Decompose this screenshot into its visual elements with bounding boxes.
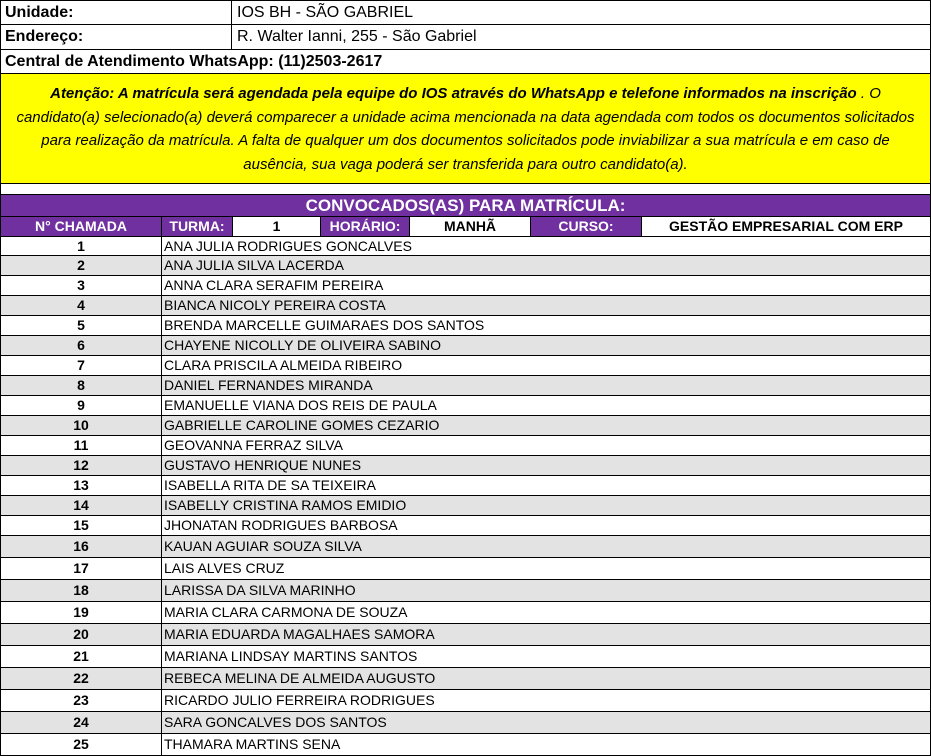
chamada-number: 16 — [1, 536, 162, 557]
student-name: JHONATAN RODRIGUES BARBOSA — [164, 517, 398, 533]
student-name: RICARDO JULIO FERREIRA RODRIGUES — [164, 692, 435, 708]
student-name: EMANUELLE VIANA DOS REIS DE PAULA — [164, 397, 437, 413]
student-name: ANNA CLARA SERAFIM PEREIRA — [164, 277, 384, 293]
endereco-row — [0, 25, 931, 50]
table-row — [1, 316, 930, 336]
table-row — [1, 376, 930, 396]
chamada-number: 21 — [1, 646, 162, 667]
chamada-label: N° CHAMADA — [1, 217, 162, 236]
student-name: SARA GONCALVES DOS SANTOS — [164, 714, 387, 730]
endereco-label: Endereço: — [1, 25, 232, 49]
table-row — [1, 734, 930, 756]
student-name: ANA JULIA SILVA LACERDA — [164, 257, 345, 273]
central-whatsapp: Central de Atendimento WhatsApp: (11)2503-2617 — [0, 50, 931, 74]
notice-bold-text: Atenção: A matrícula será agendada pela equipe do IOS através do WhatsApp e telefone informados na inscrição — [50, 85, 857, 102]
student-name: ANA JULIA RODRIGUES GONCALVES — [164, 238, 412, 254]
unidade-label: Unidade: — [1, 1, 232, 24]
chamada-number: 23 — [1, 690, 162, 711]
chamada-number: 13 — [1, 476, 162, 495]
chamada-number: 6 — [1, 336, 162, 355]
table-row — [1, 237, 930, 256]
student-list — [0, 237, 931, 756]
chamada-number: 8 — [1, 376, 162, 395]
chamada-number: 14 — [1, 496, 162, 515]
table-row — [1, 396, 930, 416]
table-row — [1, 436, 930, 456]
student-name: THAMARA MARTINS SENA — [164, 736, 341, 752]
chamada-number: 11 — [1, 436, 162, 455]
chamada-number: 2 — [1, 256, 162, 275]
table-row — [1, 690, 930, 712]
chamada-number: 19 — [1, 602, 162, 623]
unidade-row — [0, 0, 931, 25]
class-header — [0, 216, 931, 237]
spacer — [0, 184, 931, 194]
student-name: GUSTAVO HENRIQUE NUNES — [164, 457, 362, 473]
table-row — [1, 496, 930, 516]
curso-value: GESTÃO EMPRESARIAL COM ERP — [642, 217, 930, 236]
student-name: ISABELLA RITA DE SA TEIXEIRA — [164, 477, 376, 493]
student-name: KAUAN AGUIAR SOUZA SILVA — [164, 538, 362, 554]
chamada-number: 22 — [1, 668, 162, 689]
turma-value: 1 — [233, 217, 321, 236]
student-name: CHAYENE NICOLLY DE OLIVEIRA SABINO — [164, 337, 441, 353]
chamada-number: 17 — [1, 558, 162, 579]
curso-label: CURSO: — [531, 217, 642, 236]
chamada-number: 4 — [1, 296, 162, 315]
table-row — [1, 336, 930, 356]
table-row — [1, 624, 930, 646]
chamada-number: 15 — [1, 516, 162, 535]
table-row — [1, 416, 930, 436]
chamada-number: 5 — [1, 316, 162, 335]
table-row — [1, 558, 930, 580]
student-name: LAIS ALVES CRUZ — [164, 560, 285, 576]
unidade-value: IOS BH - SÃO GABRIEL — [237, 4, 414, 21]
table-row — [1, 296, 930, 316]
chamada-number: 10 — [1, 416, 162, 435]
table-row — [1, 646, 930, 668]
horario-label: HORÁRIO: — [321, 217, 410, 236]
convocados-title: CONVOCADOS(AS) PARA MATRÍCULA: — [0, 194, 931, 216]
student-name: DANIEL FERNANDES MIRANDA — [164, 377, 373, 393]
table-row — [1, 476, 930, 496]
chamada-number: 3 — [1, 276, 162, 295]
chamada-number: 9 — [1, 396, 162, 415]
table-row — [1, 356, 930, 376]
chamada-number: 25 — [1, 734, 162, 755]
chamada-number: 24 — [1, 712, 162, 733]
student-name: GABRIELLE CAROLINE GOMES CEZARIO — [164, 417, 440, 433]
student-name: MARIANA LINDSAY MARTINS SANTOS — [164, 648, 418, 664]
table-row — [1, 602, 930, 624]
student-name: LARISSA DA SILVA MARINHO — [164, 582, 356, 598]
student-name: MARIA EDUARDA MAGALHAES SAMORA — [164, 626, 435, 642]
endereco-value: R. Walter Ianni, 255 - São Gabriel — [237, 28, 477, 45]
chamada-number: 20 — [1, 624, 162, 645]
table-row — [1, 256, 930, 276]
student-name: GEOVANNA FERRAZ SILVA — [164, 437, 343, 453]
table-row — [1, 536, 930, 558]
student-name: ISABELLY CRISTINA RAMOS EMIDIO — [164, 497, 407, 513]
horario-value: MANHÃ — [410, 217, 531, 236]
chamada-number: 18 — [1, 580, 162, 601]
student-name: MARIA CLARA CARMONA DE SOUZA — [164, 604, 408, 620]
table-row — [1, 712, 930, 734]
table-row — [1, 456, 930, 476]
student-name: CLARA PRISCILA ALMEIDA RIBEIRO — [164, 357, 403, 373]
student-name: REBECA MELINA DE ALMEIDA AUGUSTO — [164, 670, 436, 686]
table-row — [1, 516, 930, 536]
student-name: BRENDA MARCELLE GUIMARAES DOS SANTOS — [164, 317, 485, 333]
chamada-number: 12 — [1, 456, 162, 475]
attention-notice — [0, 74, 931, 184]
turma-label: TURMA: — [162, 217, 233, 236]
chamada-number: 7 — [1, 356, 162, 375]
notice-rest-text: . O candidato(a) selecionado(a) deverá comparecer a unidade acima mencionada na data agendada com todos os documentos solicitados para realização da matrícula. A falta de qualquer um dos documentos solicitados pode inviabilizar a sua matrícula e em caso de ausência, sua vaga poderá ser transferida para outro candidato(a). — [16, 85, 915, 173]
chamada-number: 1 — [1, 237, 162, 255]
student-name: BIANCA NICOLY PEREIRA COSTA — [164, 297, 386, 313]
table-row — [1, 276, 930, 296]
table-row — [1, 580, 930, 602]
table-row — [1, 668, 930, 690]
